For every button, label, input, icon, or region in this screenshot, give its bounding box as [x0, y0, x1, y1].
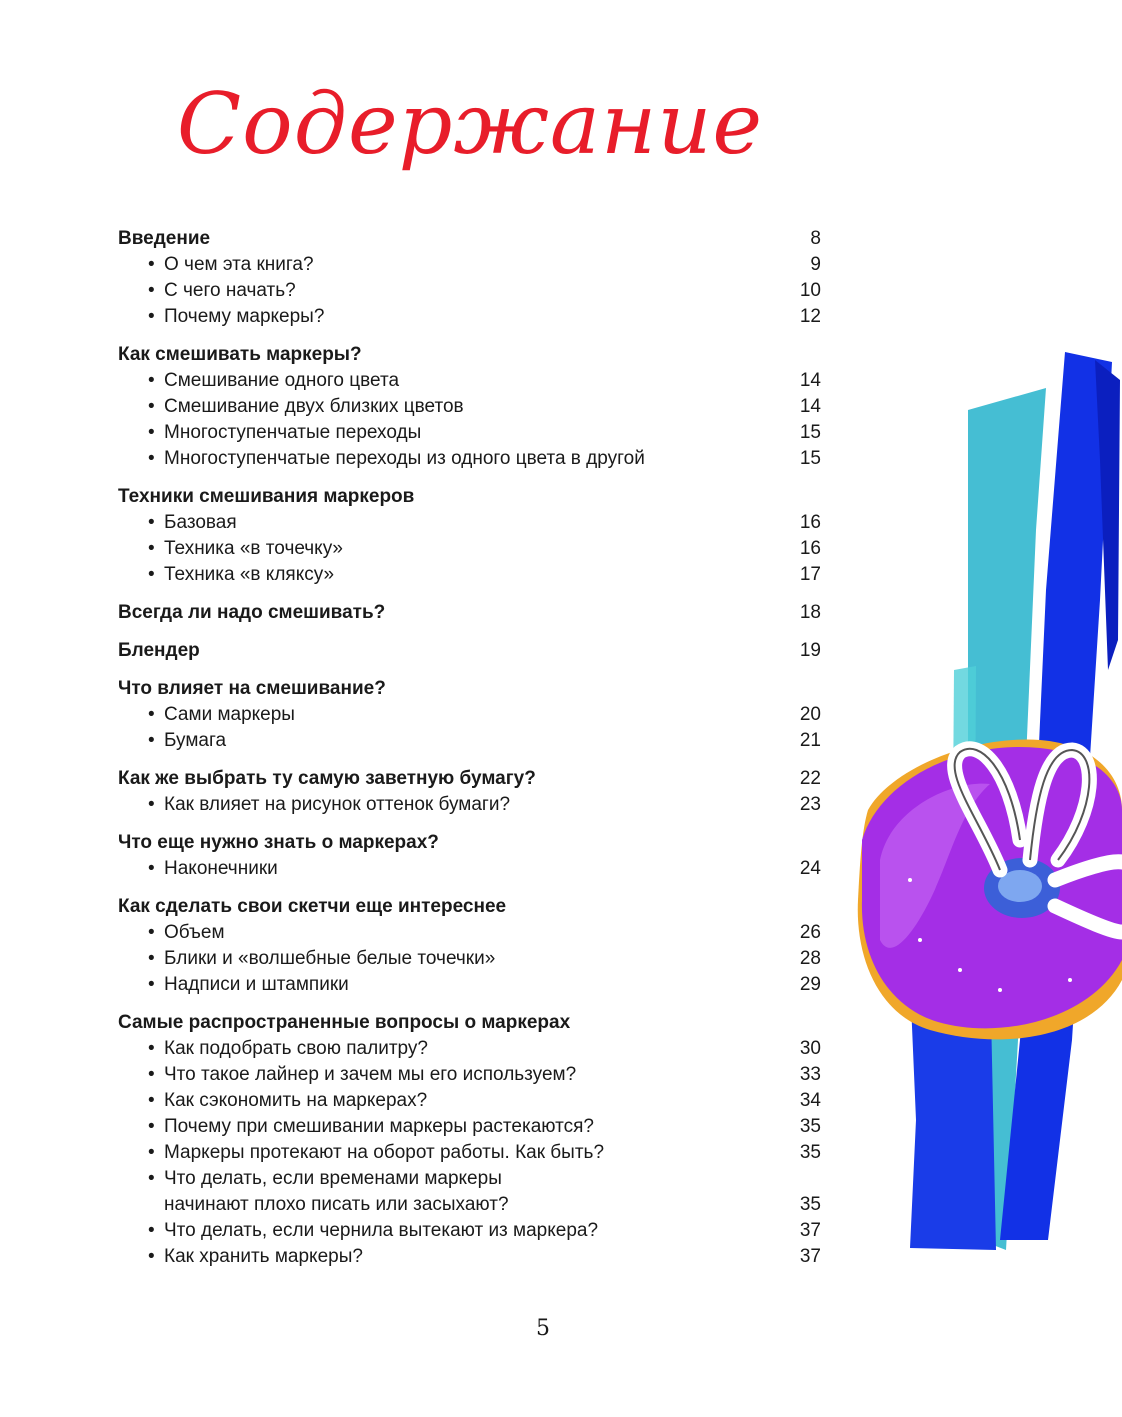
- dot-leader: [349, 538, 781, 560]
- toc-entry[interactable]: [118, 444, 821, 470]
- bullet-icon: •: [148, 1220, 155, 1241]
- toc-label: Многоступенчатые переходы: [164, 422, 422, 443]
- toc-section-heading[interactable]: [118, 482, 821, 508]
- toc-page-number: 17: [799, 564, 821, 585]
- toc-entry[interactable]: [118, 508, 821, 534]
- dot-leader: [301, 704, 781, 726]
- dot-leader: [340, 564, 781, 586]
- toc-entry[interactable]: [118, 1086, 821, 1112]
- toc-page-number: 8: [810, 228, 821, 249]
- toc-section-heading[interactable]: [118, 892, 821, 918]
- bullet-icon: •: [148, 448, 155, 469]
- donut-icon: [858, 740, 1122, 1040]
- toc-label: Самые распространенные вопросы о маркерах: [118, 1012, 571, 1033]
- dot-leader: [216, 228, 781, 250]
- dot-leader: [232, 730, 781, 752]
- toc-section-heading[interactable]: [118, 764, 821, 790]
- toc-entry[interactable]: [118, 302, 821, 328]
- toc-label: начинают плохо писать или засыхают?: [164, 1194, 509, 1215]
- toc-section-heading[interactable]: [118, 224, 821, 250]
- toc-entry[interactable]: [118, 560, 821, 586]
- bullet-icon: •: [148, 1064, 155, 1085]
- toc-label: С чего начать?: [164, 280, 296, 301]
- toc-label: Как сэкономить на маркерах?: [164, 1090, 428, 1111]
- toc-entry[interactable]: [118, 534, 821, 560]
- toc-page-number: 24: [799, 858, 821, 879]
- bullet-icon: •: [148, 858, 155, 879]
- bullet-icon: •: [148, 564, 155, 585]
- dot-leader: [206, 640, 781, 662]
- toc-label: Сами маркеры: [164, 704, 295, 725]
- page-title: Содержание: [176, 75, 764, 173]
- toc-label: Бумага: [164, 730, 227, 751]
- toc-label: Что еще нужно знать о маркерах?: [118, 832, 439, 853]
- toc-entry[interactable]: [118, 250, 821, 276]
- toc-page-number: 35: [799, 1142, 821, 1163]
- bullet-icon: •: [148, 704, 155, 725]
- bullet-icon: •: [148, 948, 155, 969]
- toc-section-heading[interactable]: [118, 1008, 821, 1034]
- toc-page-number: 30: [799, 1038, 821, 1059]
- toc-label: Техники смешивания маркеров: [118, 486, 415, 507]
- toc-page-number: 15: [799, 448, 821, 469]
- bullet-icon: •: [148, 974, 155, 995]
- toc-section-heading[interactable]: [118, 828, 821, 854]
- toc-label: О чем эта книга?: [164, 254, 314, 275]
- toc-entry[interactable]: [118, 366, 821, 392]
- dot-leader: [470, 396, 781, 418]
- dot-leader: [433, 1090, 781, 1112]
- dot-leader: [302, 280, 781, 302]
- toc-entry[interactable]: [118, 726, 821, 752]
- toc-label: Почему маркеры?: [164, 306, 325, 327]
- toc-label: Что делать, если чернила вытекают из маркера?: [164, 1220, 599, 1241]
- bullet-icon: •: [148, 1142, 155, 1163]
- toc-page-number: 26: [799, 922, 821, 943]
- toc-page-number: 28: [799, 948, 821, 969]
- dot-leader: [243, 512, 781, 534]
- toc-label: Маркеры протекают на оборот работы. Как быть?: [164, 1142, 605, 1163]
- toc-label: Техника «в кляксу»: [164, 564, 335, 585]
- dot-leader: [231, 922, 781, 944]
- toc-entry[interactable]: [118, 1112, 821, 1138]
- toc-label: Наконечники: [164, 858, 278, 879]
- toc-page-number: 35: [799, 1194, 821, 1215]
- bullet-icon: •: [148, 254, 155, 275]
- table-of-contents: [118, 224, 821, 1268]
- toc-entry[interactable]: [118, 790, 821, 816]
- bullet-icon: •: [148, 730, 155, 751]
- dot-leader: [610, 1142, 781, 1164]
- bullet-icon: •: [148, 922, 155, 943]
- bullet-icon: •: [148, 280, 155, 301]
- toc-label: Что делать, если временами маркеры: [164, 1168, 502, 1189]
- toc-page-number: 21: [799, 730, 821, 751]
- dot-leader: [542, 768, 781, 790]
- toc-page-number: 9: [810, 254, 821, 275]
- dot-leader: [501, 948, 781, 970]
- bullet-icon: •: [148, 1038, 155, 1059]
- toc-entry[interactable]: [118, 392, 821, 418]
- toc-entry[interactable]: [118, 1242, 821, 1268]
- dot-leader: [427, 422, 781, 444]
- toc-entry[interactable]: [118, 1138, 821, 1164]
- toc-entry[interactable]: [118, 854, 821, 880]
- bullet-icon: •: [148, 370, 155, 391]
- toc-label: Как смешивать маркеры?: [118, 344, 362, 365]
- toc-entry[interactable]: [118, 944, 821, 970]
- dot-leader: [604, 1220, 781, 1242]
- toc-label: Базовая: [164, 512, 237, 533]
- toc-page-number: 37: [799, 1220, 821, 1241]
- dot-leader: [284, 858, 781, 880]
- toc-entry[interactable]: [118, 276, 821, 302]
- toc-label: Как сделать свои скетчи еще интереснее: [118, 896, 507, 917]
- dot-leader: [516, 794, 781, 816]
- bullet-icon: •: [148, 1116, 155, 1137]
- toc-entry[interactable]: [118, 700, 821, 726]
- toc-label: Блики и «волшебные белые точечки»: [164, 948, 496, 969]
- dot-leader: [515, 1194, 781, 1216]
- bullet-icon: •: [148, 538, 155, 559]
- toc-page-number: 20: [799, 704, 821, 725]
- toc-page-number: 35: [799, 1116, 821, 1137]
- bullet-icon: •: [148, 794, 155, 815]
- toc-section-heading[interactable]: [118, 598, 821, 624]
- toc-entry[interactable]: [118, 1216, 821, 1242]
- toc-label: Всегда ли надо смешивать?: [118, 602, 386, 623]
- dot-leader: [434, 1038, 781, 1060]
- toc-page-number: 19: [799, 640, 821, 661]
- dot-leader: [600, 1116, 781, 1138]
- toc-section-heading[interactable]: [118, 636, 821, 662]
- bullet-icon: •: [148, 396, 155, 417]
- dot-leader: [369, 1246, 781, 1268]
- toc-page-number: 10: [799, 280, 821, 301]
- toc-entry[interactable]: [118, 970, 821, 996]
- toc-entry[interactable]: [118, 918, 821, 944]
- toc-page-number: 18: [799, 602, 821, 623]
- toc-entry[interactable]: [118, 1060, 821, 1086]
- toc-page-number: 14: [799, 370, 821, 391]
- toc-section-heading[interactable]: [118, 340, 821, 366]
- bullet-icon: •: [148, 512, 155, 533]
- toc-page-number: 37: [799, 1246, 821, 1267]
- toc-page-number: 22: [799, 768, 821, 789]
- dot-leader: [651, 448, 781, 470]
- dot-leader: [355, 974, 781, 996]
- dot-leader: [391, 602, 781, 624]
- toc-page-number: 14: [799, 396, 821, 417]
- toc-label: Блендер: [118, 640, 200, 661]
- toc-entry[interactable]: [118, 418, 821, 444]
- bullet-icon: •: [148, 1168, 155, 1189]
- toc-page-number: 16: [799, 538, 821, 559]
- toc-page-number: 23: [799, 794, 821, 815]
- toc-label: Как же выбрать ту самую заветную бумагу?: [118, 768, 536, 789]
- marker-donut-illustration: [850, 340, 1122, 1270]
- toc-page-number: 16: [799, 512, 821, 533]
- toc-label: Почему при смешивании маркеры растекаются?: [164, 1116, 594, 1137]
- dot-leader: [582, 1064, 781, 1086]
- toc-label: Как влияет на рисунок оттенок бумаги?: [164, 794, 511, 815]
- toc-page-number: 34: [799, 1090, 821, 1111]
- bullet-icon: •: [148, 1090, 155, 1111]
- toc-label: Как хранить маркеры?: [164, 1246, 363, 1267]
- toc-page-number: 29: [799, 974, 821, 995]
- toc-label: Что влияет на смешивание?: [118, 678, 386, 699]
- toc-label: Объем: [164, 922, 225, 943]
- toc-entry[interactable]: [118, 1164, 821, 1190]
- toc-label: Смешивание двух близких цветов: [164, 396, 464, 417]
- toc-label: Надписи и штампики: [164, 974, 349, 995]
- toc-label: Введение: [118, 228, 211, 249]
- dot-leader: [330, 306, 781, 328]
- page-number: 5: [536, 1316, 550, 1341]
- toc-entry[interactable]: [118, 1190, 821, 1216]
- toc-label: Техника «в точечку»: [164, 538, 343, 559]
- toc-page-number: 12: [799, 306, 821, 327]
- toc-label: Смешивание одного цвета: [164, 370, 400, 391]
- toc-label: Как подобрать свою палитру?: [164, 1038, 428, 1059]
- toc-section-heading[interactable]: [118, 674, 821, 700]
- toc-page-number: 33: [799, 1064, 821, 1085]
- toc-label: Многоступенчатые переходы из одного цвета в другой: [164, 448, 645, 469]
- dot-leader: [320, 254, 781, 276]
- toc-entry[interactable]: [118, 1034, 821, 1060]
- dot-leader: [405, 370, 781, 392]
- bullet-icon: •: [148, 1246, 155, 1267]
- bullet-icon: •: [148, 306, 155, 327]
- bullet-icon: •: [148, 422, 155, 443]
- toc-page-number: 15: [799, 422, 821, 443]
- toc-label: Что такое лайнер и зачем мы его используем?: [164, 1064, 577, 1085]
